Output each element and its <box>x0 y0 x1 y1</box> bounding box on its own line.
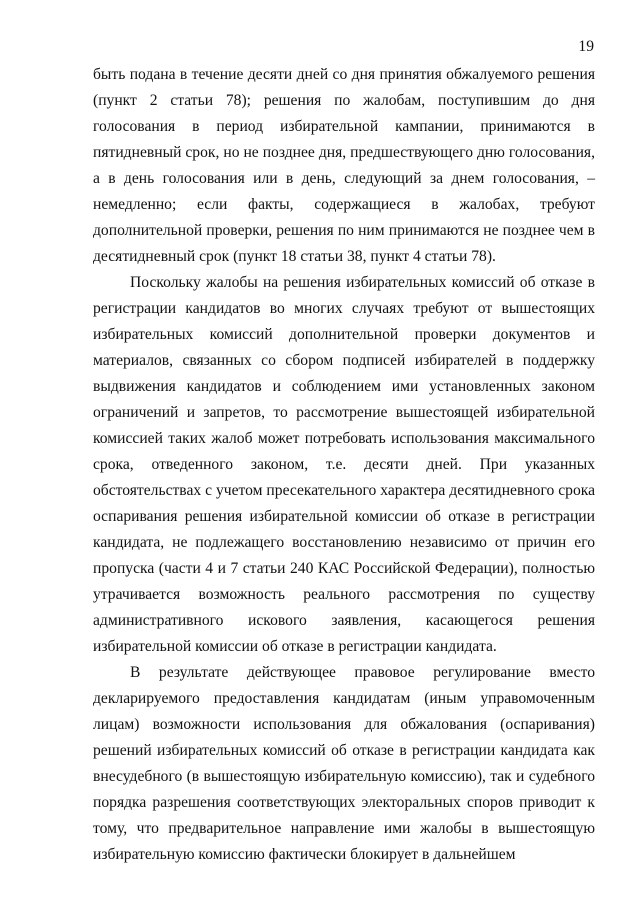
paragraph-1: быть подана в течение десяти дней со дня принятия обжалуемого решения (пункт 2 статьи 78); решения по жалобам, поступившим до дня голосования в период избирательной кампании, принимаются в пятидневный срок, но не позднее дня, предшествующего дню голосования, а в день голосования или в день, следующий за днем голосования, – немедленно; если факты, содержащиеся в жалобах, требуют дополнительной проверки, решения по ним принимаются не позднее чем в десятидневный срок (пункт 18 статьи 38, пункт 4 статьи 78). <box>93 66 595 265</box>
paragraph-3: В результате действующее правовое регулирование вместо декларируемого предоставления кандидатам (иным управомоченным лицам) возможности использования для обжалования (оспаривания) решений избирательных комиссий об отказе в регистрации кандидата как внесудебного (в вышестоящую избирательную комиссию), так и судебного порядка разрешения соответствующих электоральных споров приводит к тому, что предварительное направление ими жалобы в вышестоящую избирательную комиссию фактически блокирует в дальнейшем <box>93 664 595 863</box>
page-number: 19 <box>578 38 594 55</box>
document-body <box>93 62 595 868</box>
paragraph-2: Поскольку жалобы на решения избирательных комиссий об отказе в регистрации кандидатов во многих случаях требуют от вышестоящих избирательных комиссий дополнительной проверки документов и материалов, связанных со сбором подписей избирателей в поддержку выдвижения кандидатов и соблюдением ими установленных законом ограничений и запретов, то рассмотрение вышестоящей избирательной комиссией таких жалоб может потребовать использования максимального срока, отведенного законом, т.е. десяти дней. При указанных обстоятельствах с учетом пресекательного характера десятидневного срока оспаривания решения избирательной комиссии об отказе в регистрации кандидата, не подлежащего восстановлению независимо от причин его пропуска (части 4 и 7 статьи 240 КАС Российской Федерации), полностью утрачивается возможность реального рассмотрения по существу административного искового заявления, касающегося решения избирательной комиссии об отказе в регистрации кандидата. <box>93 274 595 655</box>
